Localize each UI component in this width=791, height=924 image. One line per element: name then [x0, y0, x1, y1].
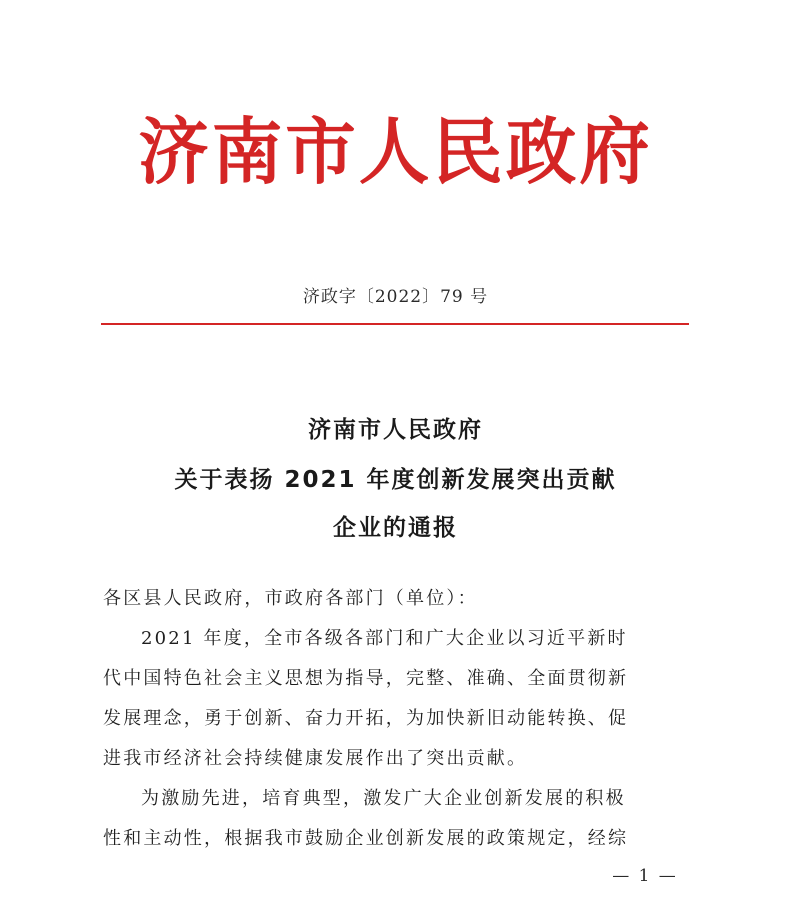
- heading-line-3: 企业的通报: [333, 515, 458, 541]
- heading-line-1: 济南市人民政府: [308, 417, 483, 443]
- paragraph-2-line-1: 为激励先进，培育典型，激发广大企业创新发展的积极: [141, 788, 626, 809]
- paragraph-1-line-4: 进我市经济社会持续健康发展作出了突出贡献。: [103, 748, 528, 769]
- page-number: — 1 —: [612, 866, 678, 886]
- paragraph-1-line-1: 2021 年度，全市各级各部门和广大企业以习近平新时: [141, 628, 628, 649]
- paragraph-2-line-2: 性和主动性，根据我市鼓励企业创新发展的政策规定，经综: [103, 828, 629, 849]
- paragraph-1-line-3: 发展理念，勇于创新、奋力开拓，为加快新旧动能转换、促: [103, 708, 629, 729]
- red-divider-line: [101, 323, 689, 325]
- document-number: 济政字〔2022〕79 号: [302, 287, 489, 307]
- masthead-title: 济南市人民政府: [138, 109, 653, 194]
- heading-line-2: 关于表扬 2021 年度创新发展突出贡献: [174, 467, 617, 493]
- paragraph-1-line-2: 代中国特色社会主义思想为指导，完整、准确、全面贯彻新: [103, 668, 629, 689]
- salutation: 各区县人民政府，市政府各部门（单位）：: [103, 588, 478, 609]
